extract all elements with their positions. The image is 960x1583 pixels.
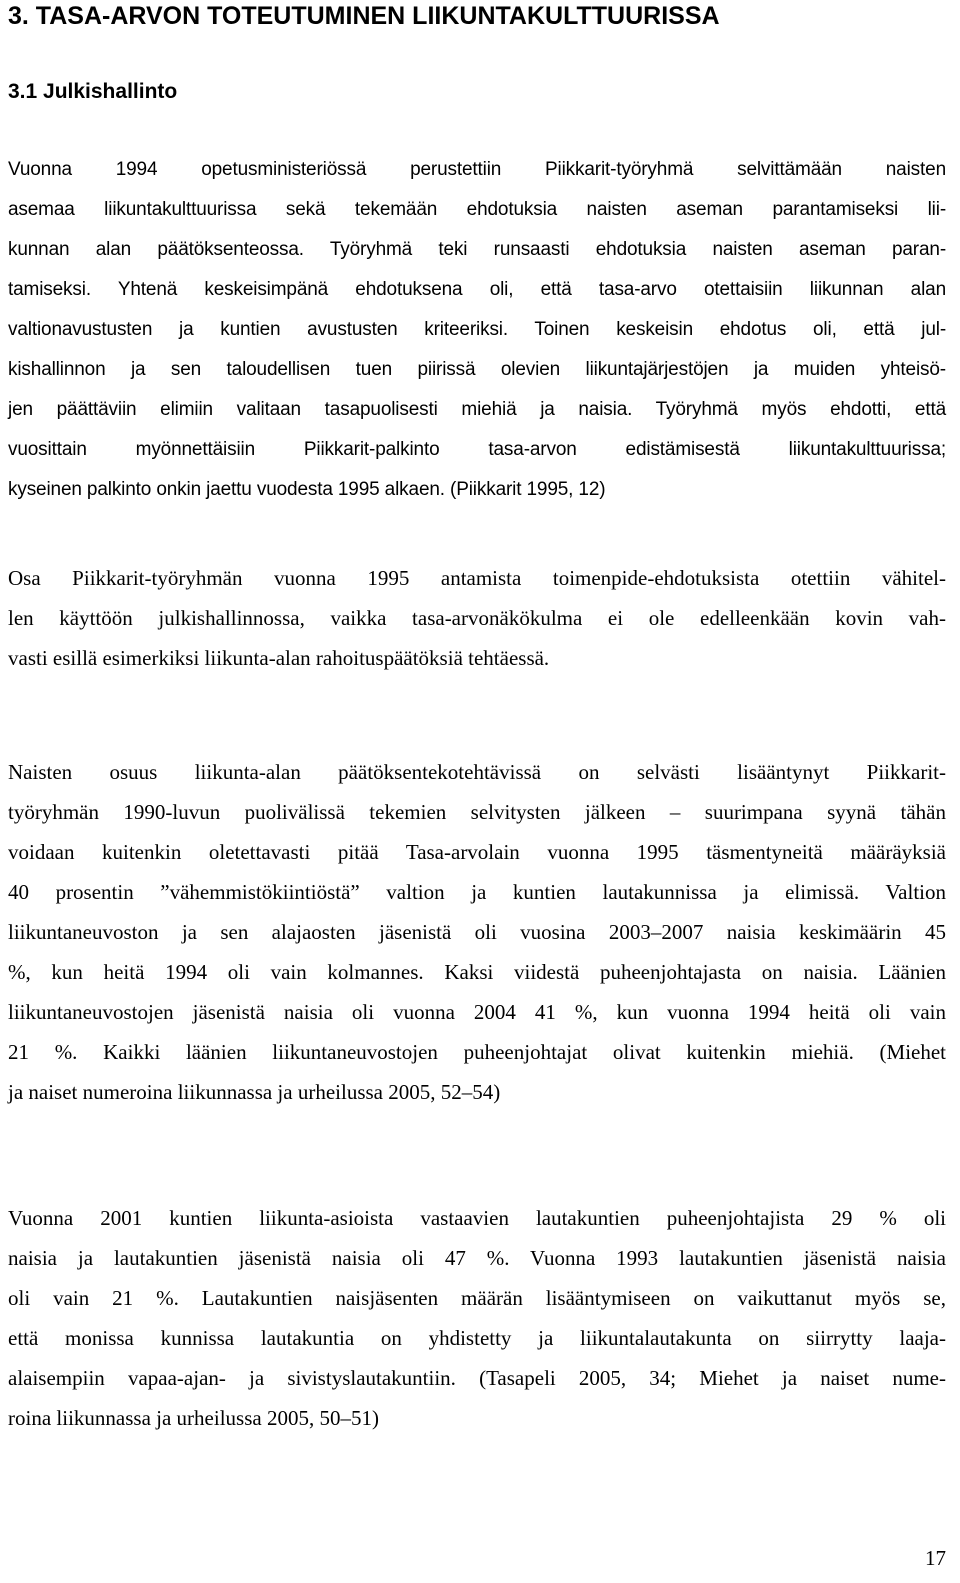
paragraph-line: työryhmän 1990-luvun puolivälissä tekemien selvitysten jälkeen – suurimpana syynä tähän xyxy=(8,800,946,824)
paragraph-line: oli vain 21 %. Lautakuntien naisjäsenten määrän lisääntymiseen on vaikuttanut myös se, xyxy=(8,1286,946,1310)
paragraph-line: valtionavustusten ja kuntien avustusten kriteeriksi. Toinen keskeisin ehdotus oli, että jul- xyxy=(8,319,946,340)
section-title: 3.1 Julkishallinto xyxy=(8,80,178,103)
paragraph-line: Osa Piikkarit-työryhmän vuonna 1995 antamista toimenpide-ehdotuksista otettiin vähitel- xyxy=(8,566,946,590)
paragraph-line: Vuonna 2001 kuntien liikunta-asioista vastaavien lautakuntien puheenjohtajista 29 % oli xyxy=(8,1206,946,1230)
paragraph-line: kishallinnon ja sen taloudellisen tuen piirissä olevien liikuntajärjestöjen ja muiden yhteisö- xyxy=(8,359,946,380)
paragraph-line: voidaan kuitenkin oletettavasti pitää Tasa-arvolain vuonna 1995 täsmentyneitä määräyksiä xyxy=(8,840,946,864)
paragraph-line: liikuntaneuvoston ja sen alajaosten jäsenistä oli vuosina 2003–2007 naisia keskimäärin 45 xyxy=(8,920,946,944)
paragraph-3 xyxy=(8,752,946,1112)
paragraph-line: kunnan alan päätöksenteossa. Työryhmä teki runsaasti ehdotuksia naisten aseman paran- xyxy=(8,239,946,260)
paragraph-line: kyseinen palkinto onkin jaettu vuodesta 1995 alkaen. (Piikkarit 1995, 12) xyxy=(8,479,606,500)
page-number: 17 xyxy=(925,1546,946,1570)
paragraph-line: asemaa liikuntakulttuurissa sekä tekemään ehdotuksia naisten aseman parantamiseksi lii- xyxy=(8,199,946,220)
paragraph-line: %, kun heitä 1994 oli vain kolmannes. Kaksi viidestä puheenjohtajasta on naisia. Läänien xyxy=(8,960,946,984)
chapter-title: 3. TASA-ARVON TOTEUTUMINEN LIIKUNTAKULTTUURISSA xyxy=(8,2,720,30)
paragraph-line: alaisempiin vapaa-ajan- ja sivistyslautakuntiin. (Tasapeli 2005, 34; Miehet ja naiset nume- xyxy=(8,1366,946,1390)
paragraph-2 xyxy=(8,558,946,678)
paragraph-line: ja naiset numeroina liikunnassa ja urheilussa 2005, 52–54) xyxy=(8,1080,501,1104)
paragraph-line: 21 %. Kaikki läänien liikuntaneuvostojen puheenjohtajat olivat kuitenkin miehiä. (Miehet xyxy=(8,1040,946,1064)
paragraph-line: roina liikunnassa ja urheilussa 2005, 50–51) xyxy=(8,1406,379,1430)
paragraph-line: liikuntaneuvostojen jäsenistä naisia oli vuonna 2004 41 %, kun vuonna 1994 heitä oli vain xyxy=(8,1000,946,1024)
paragraph-4 xyxy=(8,1198,946,1438)
paragraph-line: vuosittain myönnettäisiin Piikkarit-palkinto tasa-arvon edistämisestä liikuntakulttuurissa; xyxy=(8,439,946,460)
paragraph-line: Vuonna 1994 opetusministeriössä perustettiin Piikkarit-työryhmä selvittämään naisten xyxy=(8,159,946,180)
paragraph-line: len käyttöön julkishallinnossa, vaikka tasa-arvonäkökulma ei ole edelleenkään kovin vah- xyxy=(8,606,946,630)
paragraph-1 xyxy=(8,150,946,510)
paragraph-line: jen päättäviin elimiin valitaan tasapuolisesti miehiä ja naisia. Työryhmä myös ehdotti, että xyxy=(8,399,946,420)
paragraph-line: naisia ja lautakuntien jäsenistä naisia oli 47 %. Vuonna 1993 lautakuntien jäsenistä naisia xyxy=(8,1246,946,1270)
paragraph-line: 40 prosentin ”vähemmistökiintiöstä” valtion ja kuntien lautakunnissa ja elimissä. Valtion xyxy=(8,880,946,904)
paragraph-line: tamiseksi. Yhtenä keskeisimpänä ehdotuksena oli, että tasa-arvo otettaisiin liikunnan alan xyxy=(8,279,946,300)
paragraph-line: vasti esillä esimerkiksi liikunta-alan rahoituspäätöksiä tehtäessä. xyxy=(8,646,550,670)
paragraph-line: että monissa kunnissa lautakuntia on yhdistetty ja liikuntalautakunta on siirrytty laaja- xyxy=(8,1326,946,1350)
paragraph-line: Naisten osuus liikunta-alan päätöksentekotehtävissä on selvästi lisääntynyt Piikkarit- xyxy=(8,760,946,784)
